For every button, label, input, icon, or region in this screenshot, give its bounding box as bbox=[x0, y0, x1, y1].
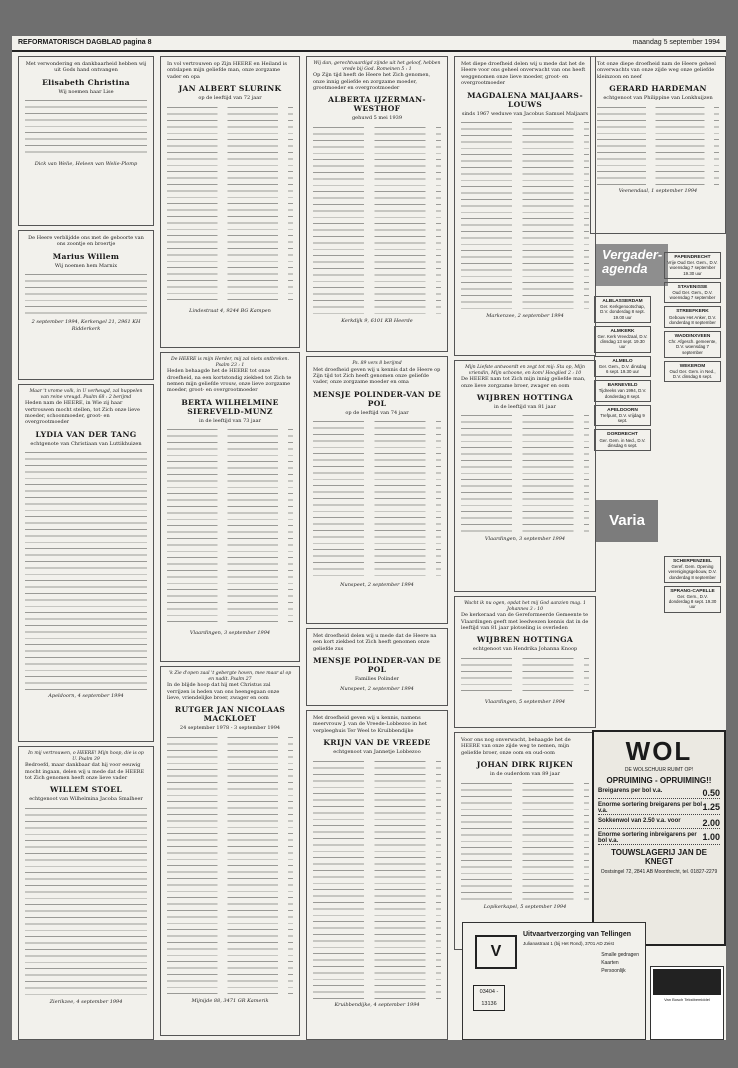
notice-name: WIJBREN HOTTINGA bbox=[476, 635, 574, 645]
notice-text bbox=[167, 427, 293, 627]
agenda-item-head: APELDOORN bbox=[607, 407, 638, 413]
notice-name: KRIJN VAN DE VREEDE bbox=[323, 738, 431, 748]
notice-lead: In de blijde hoop dat hij met Christus zal verrijzen is heden van ons heengegaan onze lieve, vriendelijke broer, zwager en oom bbox=[167, 682, 280, 701]
notice-sub: echtgenoot van Wilhelmina Jacoba Smalheer bbox=[29, 796, 143, 803]
notice-text bbox=[313, 419, 441, 579]
notice-verse: In mij vertrouwen, o HEERE! Mijn hoop, die is op U. Psalm 39 bbox=[28, 751, 144, 762]
death-notice bbox=[160, 352, 300, 662]
notice-name: MAGDALENA MALJAARS-LOUWS bbox=[467, 90, 583, 109]
varia-title: Varia bbox=[609, 512, 645, 529]
notice-text bbox=[461, 413, 589, 533]
notice-text bbox=[461, 781, 589, 901]
notice-lead: Bedroefd, maar dankbaar dat hij voor eeuwig mocht ingaan, delen wij u mede dat de HEERE tot Zich genomen heeft onze lieve vader bbox=[25, 762, 145, 781]
wol-price-row bbox=[598, 818, 720, 829]
notice-signature: Veenendaal, 1 september 1994 bbox=[618, 187, 698, 194]
agenda-item-head: STREEFKERK bbox=[676, 309, 709, 315]
notice-name: WIJBREN HOTTINGA bbox=[476, 393, 574, 402]
agenda-item-head: STAVENISSE bbox=[677, 284, 708, 290]
announcement-text bbox=[25, 98, 147, 158]
announcement-name: Marius Willem bbox=[52, 251, 120, 261]
varia-item bbox=[664, 556, 721, 583]
death-notice bbox=[454, 56, 596, 356]
notice-sub: echtgenoot van Philippine van Lonkhuijzen bbox=[603, 95, 713, 102]
notice-signature: Vlaardingen, 3 september 1994 bbox=[484, 536, 566, 543]
agenda-item bbox=[664, 252, 721, 279]
notice-signature: Lindestraat 4, 9244 BG Kampen bbox=[189, 307, 271, 314]
wol-price-row bbox=[598, 802, 720, 815]
agenda-item-body: Oud Ger. Gem., D.V. woensdag 7 september bbox=[669, 290, 716, 301]
notice-lead: Met droefheid geven wij u kennis dat de Heere op Zijn tijd tot Zich heeft genomen onze geliefde vader, onze zorgzame moeder en oma bbox=[313, 366, 441, 386]
uitvaart-address: Julianastraat 1 (bij Het Rond), 3701 AD Zeist bbox=[523, 941, 614, 946]
notice-name: LYDIA VAN DER TANG bbox=[35, 429, 137, 439]
vergader-agenda-banner bbox=[596, 244, 668, 286]
notice-verse: Maar 't vrome volk, in U verheugd, zal huppelen van reine vreugd. Psalm 68 : 2 berijmd bbox=[29, 389, 143, 400]
notice-signature: Apeldoorn, 4 september 1994 bbox=[48, 693, 124, 700]
death-notice bbox=[306, 628, 448, 706]
wol-shop-name: TOUWSLAGERIJ JAN DE KNEGT bbox=[611, 848, 707, 866]
varia-item-body: Geref. Gem. Opening verenigingsgebouw, D.V. donderdag 8 september bbox=[668, 564, 717, 580]
varia-column bbox=[664, 556, 721, 616]
notice-signature: Vlaardingen, 5 september 1994 bbox=[484, 698, 566, 705]
notice-verse: Wij dan, gerechtvaardigd zijnde uit het geloof, hebben vrede bij God. Romeinen 5 : 1 bbox=[313, 61, 441, 72]
notice-sub: in de leeftijd van 81 jaar bbox=[494, 404, 556, 410]
agenda-item-head: DORDRECHT bbox=[607, 432, 638, 438]
agenda-item-body: Chr. Afgesch. gemeente, D.V. woensdag 7 september bbox=[668, 339, 717, 355]
notice-text bbox=[313, 759, 441, 999]
notice-signature: Nunspeet, 2 september 1994 bbox=[340, 582, 414, 589]
wol-advertisement bbox=[592, 730, 726, 946]
birth-announcement bbox=[18, 230, 154, 380]
notice-lead: Met droefheid geven wij u kennis, namens meervrouw J. van de Vreede-Lobbezoo in het verpleeghuis Ter Weel te Kruibbendijke bbox=[313, 715, 427, 734]
agenda-item-body: Ger. Kerkgenootschap, D.V. donderdag 8 sept. 19.00 uur bbox=[600, 304, 645, 320]
wol-shop-address: Oostsingel 72, 2841 AB Moordrecht, tel. 01827-2279 bbox=[600, 869, 718, 875]
wol-price-value: 1.25 bbox=[702, 802, 720, 812]
wol-price-label: Breigarens per bol v.a. bbox=[598, 788, 663, 794]
wol-price-value: 0.50 bbox=[702, 788, 720, 798]
notice-lead: In vol vertrouwen op Zijn HEERE en Heiland is ontslapen mijn geliefde man, onze zorgzame vader en opa bbox=[167, 61, 287, 80]
notice-lead: Heden behaagde het de HEERE tot onze droefheid, na een kortstondig ziekbed tot Zich te nemen mijn geliefde vrouw, onze lieve zorgzame moeder, groot- en overgrootmoeder bbox=[167, 368, 292, 394]
agenda-item-body: Ger. Gem., D.V. dinsdag 6 sept. 19.30 uur bbox=[598, 363, 647, 375]
agenda-item-head: WEKEROM bbox=[679, 363, 706, 369]
announcement-signature: 2 september 1994, Kerkengel 21, 2961 KH Ridderkerk bbox=[31, 319, 141, 332]
announcement-sub: Wij noemen haar Lise bbox=[58, 88, 114, 95]
announcement-lead: De Heere verblijdde ons met de geboorte van ons zoontje en broertje bbox=[28, 235, 144, 248]
notice-name: WILLEM STOEL bbox=[49, 785, 123, 795]
wol-sale-heading: OPRUIMING - OPRUIMING!! bbox=[606, 776, 712, 785]
announcement-lead: Met verwondering en dankbaarheid hebben wij uit Gods hand ontvangen bbox=[25, 61, 147, 74]
notice-verse: 'k Zie d'open zaal 't gebergte hoven, mee maar al op en nadit. Psalm 27 bbox=[168, 671, 292, 682]
uitvaart-services bbox=[601, 951, 639, 975]
notice-name: MENSJE POLINDER-VAN DE POL bbox=[313, 656, 441, 675]
notice-name: BERTA WILHELMINE SIEREVELD-MUNZ bbox=[181, 397, 279, 416]
uitvaart-service: Smalle gedragen bbox=[601, 952, 639, 958]
column-1 bbox=[18, 56, 154, 1044]
death-notice bbox=[306, 710, 448, 1040]
death-notice bbox=[306, 56, 448, 352]
notice-lead: Met diepe droefheid delen wij u mede dat het de Heere voor ons geheel onverwacht van ons heeft weggenomen onze lieve moeder, groot- en overgrootmoeder bbox=[461, 61, 586, 87]
wol-brand: WOL bbox=[625, 736, 693, 766]
notice-lead: Met droefheid delen wij u mede dat de Heere na een kort ziekbed tot Zich heeft genomen onze geliefde zus bbox=[313, 633, 437, 652]
agenda-item bbox=[594, 326, 651, 353]
varia-item-body: Ger. Gem., D.V. donderdag 8 sept. 19.30 uur bbox=[668, 594, 717, 610]
notice-lead: De kerkeraad van de Gereformeerde Gemeente te Vlaardingen geeft met leedwezen kennis dat in de leeftijd van 81 jaar plotseling is overleden bbox=[461, 612, 589, 631]
uitvaart-service: Persoonlijk bbox=[601, 968, 626, 974]
small-ad-image bbox=[653, 969, 721, 995]
wol-price-value: 2.00 bbox=[702, 818, 720, 828]
notice-sub: in de ouderdom van 89 jaar bbox=[490, 771, 560, 778]
wol-price-row bbox=[598, 832, 720, 845]
page-header-date: maandag 5 september 1994 bbox=[632, 39, 720, 46]
announcement-name: Elisabeth Christina bbox=[42, 77, 130, 87]
notice-name: RUTGER JAN NICOLAAS MACKLOET bbox=[174, 705, 286, 724]
agenda-item-body: Gebouw Het Anker, D.V. donderdag 8 september bbox=[668, 314, 717, 325]
notice-sub: op de leeftijd van 72 jaar bbox=[198, 95, 262, 102]
notice-text bbox=[461, 656, 589, 696]
birth-announcement bbox=[18, 56, 154, 226]
death-notice bbox=[454, 360, 596, 592]
death-notice bbox=[590, 56, 726, 234]
column-3 bbox=[306, 56, 448, 1044]
agenda-item bbox=[594, 296, 651, 323]
agenda-item-head: ALBLASSERDAM bbox=[602, 299, 643, 304]
notice-verse: Wacht ik nu ogen, opdat het mij God aanzien mag. 1 Johannes 3 : 10 bbox=[464, 601, 586, 612]
wol-price-value: 1.00 bbox=[702, 832, 720, 842]
uitvaart-phone: 03404 - 13136 bbox=[473, 985, 505, 1011]
notice-signature: Vlaardingen, 3 september 1994 bbox=[189, 630, 271, 637]
uitvaart-title: Uitvaartverzorging van Tellingen bbox=[523, 931, 632, 938]
announcement-text bbox=[25, 272, 147, 316]
notice-text bbox=[597, 105, 719, 185]
notice-sub: echtgenoot van Jannetje Lobbezoo bbox=[333, 749, 421, 756]
agenda-item-body: Tijdreeks van 1994, D.V. donderdag 8 sept. bbox=[598, 388, 647, 399]
notice-signature: Kerkdijk 9, 6101 KB Heerde bbox=[341, 317, 413, 324]
wol-price-label: Enorme sortering inbreigarens per bol v.a. bbox=[598, 832, 697, 844]
varia-item-head: SCHERPENZEEL bbox=[673, 559, 712, 564]
small-advertisement bbox=[650, 966, 724, 1040]
wol-price-label: Sokkenwol van 2.50 v.a. voor bbox=[598, 818, 681, 824]
small-ad-text: Van Bosch Tekstbemiddel bbox=[664, 997, 710, 1002]
notice-text bbox=[25, 806, 147, 996]
agenda-item-body: Oud Ger. Gem. in Ned., D.V. dinsdag 6 sept. bbox=[669, 369, 716, 380]
notice-verse: Mijn Liefste antwoordt en zegt tot mij: Sta op, Mijn vriendin, Mijn schoone, en kom! Hooglied 2 : 10 bbox=[465, 365, 585, 376]
notice-name: ALBERTA IJZERMAN-WESTHOF bbox=[328, 95, 426, 114]
death-notice bbox=[306, 356, 448, 624]
wol-price-row bbox=[598, 788, 720, 799]
notice-sub: Families Polinder bbox=[355, 676, 399, 683]
agenda-item-head: WADDINXVEEN bbox=[674, 334, 711, 340]
notice-signature: Markenzee, 2 september 1994 bbox=[486, 313, 564, 320]
uitvaart-advertisement bbox=[462, 922, 646, 1040]
death-notice bbox=[454, 596, 596, 728]
notice-signature: Kruibbendijke, 4 september 1994 bbox=[334, 1001, 420, 1008]
death-notice bbox=[454, 732, 596, 950]
agenda-column-left bbox=[594, 296, 651, 454]
death-notice bbox=[160, 666, 300, 1036]
agenda-item-body: Vrije Oud Ger. Gem., D.V. woensdag 7 september 19.30 uur bbox=[667, 260, 718, 276]
notice-name: GERARD HARDEMAN bbox=[609, 84, 707, 94]
notice-sub: 24 september 1978 - 3 september 1994 bbox=[179, 725, 281, 732]
agenda-item bbox=[594, 405, 651, 427]
agenda-item-head: ALMELO bbox=[612, 358, 633, 364]
agenda-item bbox=[594, 380, 651, 402]
notice-name: MENSJE POLINDER-VAN DE POL bbox=[313, 389, 441, 408]
uitvaart-logo-icon: V bbox=[475, 935, 517, 969]
agenda-item bbox=[664, 306, 721, 328]
notice-sub: echtgenoot van Hendrika Johanna Knoop bbox=[472, 646, 578, 653]
column-5 bbox=[590, 56, 726, 238]
wol-price-label: Enorme sortering breigarens per bol v.a. bbox=[598, 802, 703, 814]
agenda-item-body: Ger. Kerk Vreedzaal, D.V. dinsdag 13 sept. 19.30 uur bbox=[597, 334, 648, 350]
death-notice bbox=[18, 384, 154, 742]
notice-text bbox=[167, 735, 293, 995]
agenda-item-head: ALMKERK bbox=[610, 328, 635, 334]
page-header-title: REFORMATORISCH DAGBLAD pagina 8 bbox=[18, 39, 152, 46]
notice-name: JOHAN DIRK RIJKEN bbox=[476, 760, 574, 770]
varia-banner bbox=[596, 500, 658, 542]
notice-text bbox=[461, 120, 589, 310]
notice-verse: De HEERE is mijn Herder, mij zal niets ontbreken. Psalm 23 : 1 bbox=[171, 357, 289, 368]
notice-text bbox=[167, 105, 293, 305]
notice-lead: De HEERE nam tot Zich mijn innig geliefde man, onze lieve zorgzame broer, zwager en oom bbox=[461, 376, 586, 389]
agenda-item bbox=[594, 429, 651, 451]
notice-signature: Mijnijde 88, 3471 GR Kamerik bbox=[191, 997, 269, 1004]
notice-sub: gehuwd 5 mei 1939 bbox=[351, 115, 403, 122]
notice-sub: op de leeftijd van 74 jaar bbox=[345, 409, 409, 416]
notice-text bbox=[313, 125, 441, 315]
notice-signature: Lopikerkapel, 5 september 1994 bbox=[483, 903, 567, 910]
agenda-item-body: Ger. Gem. in Ned., D.V. dinsdag 6 sept. bbox=[599, 437, 646, 448]
announcement-signature: Dick van Welie, Heleen van Welie-Plomp bbox=[34, 161, 138, 168]
wol-tagline: DE WOLSCHUUR RUIMT OP! bbox=[624, 767, 694, 773]
notice-sub: in de leeftijd van 73 jaar bbox=[199, 417, 261, 424]
agenda-item bbox=[594, 356, 651, 378]
notice-sub: sinds 1967 weduwe van Jacobus Samuel Maljaars bbox=[461, 110, 589, 117]
notice-lead: Voor ons nog onverwacht, behaagde het de HEERE van onze zijde weg te nemen, mijn geliefde broer, onze oom en oud-oom bbox=[461, 737, 571, 756]
varia-item-head: SPRANG-CAPELLE bbox=[670, 588, 715, 594]
notice-signature: Nunspeet, 2 september 1994 bbox=[340, 685, 414, 692]
agenda-item-head: PAPENDRECHT bbox=[674, 255, 711, 260]
agenda-item-head: BARNEVELD bbox=[607, 383, 638, 389]
announcement-sub: Wij noemen hem Marnix bbox=[54, 262, 118, 269]
page-header bbox=[12, 36, 726, 52]
notice-text bbox=[25, 450, 147, 690]
uitvaart-service: Kaarten bbox=[601, 960, 619, 966]
notice-lead: Heden nam de HEERE, in Wie zij haar vertrouwen mocht stellen, tot Zich onze lieve moeder, schoonmoeder, groot- en overgrootmoeder bbox=[25, 400, 140, 426]
notice-lead: Op Zijn tijd heeft de Heere het Zich genomen, onze innig geliefde en zorgzame moeder, grootmoeder en overgrootmoeder bbox=[313, 72, 431, 91]
notice-signature: Zierikzee, 4 september 1994 bbox=[49, 998, 123, 1005]
death-notice bbox=[160, 56, 300, 348]
vergader-agenda-title: Vergader-agenda bbox=[602, 247, 663, 276]
agenda-item bbox=[664, 361, 721, 383]
agenda-column-right bbox=[664, 252, 721, 385]
agenda-item bbox=[664, 331, 721, 358]
notice-name: JAN ALBERT SLURINK bbox=[178, 84, 282, 94]
notice-verse: Ps. 89 vers 8 berijmd bbox=[352, 361, 402, 366]
notice-lead: Tot onze diepe droefheid nam de Heere geheel onverwachts van onze zijde weg onze geliefde kleinzoon en neef bbox=[597, 61, 716, 80]
varia-item bbox=[664, 586, 721, 613]
agenda-item bbox=[664, 282, 721, 304]
column-4 bbox=[454, 56, 596, 954]
notice-sub: echtgenote van Christiaan van Luttikhuizen bbox=[30, 440, 142, 447]
column-2 bbox=[160, 56, 300, 1040]
agenda-item-body: Trefpunt, D.V. vrijdag 9 sept. bbox=[600, 413, 645, 424]
death-notice bbox=[18, 746, 154, 1040]
